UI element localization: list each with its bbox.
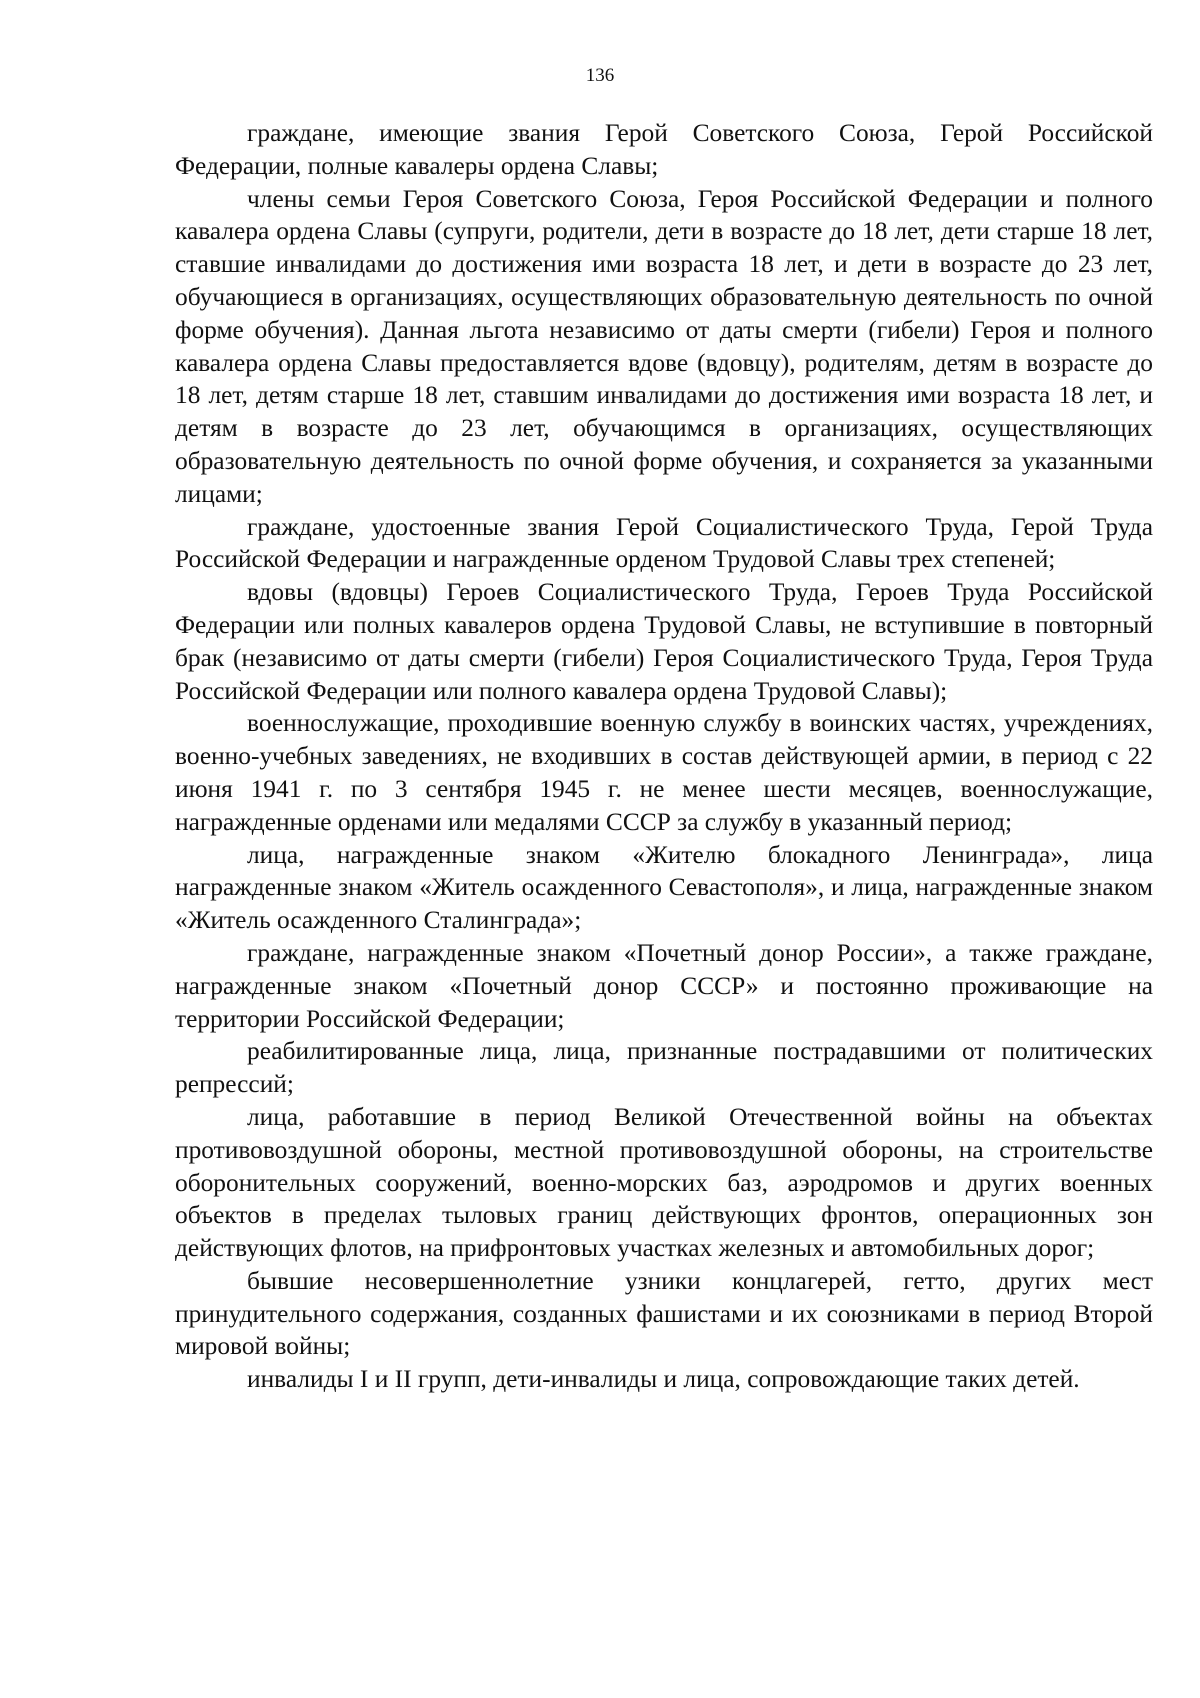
list-item: члены семьи Героя Советского Союза, Героя Российской Федерации и полного кавалера ордена Славы (супруги, родители, дети в возрасте до 18 лет, дети старше 18 лет, ставшие инвалидами до достижения ими возраста 18 лет, и дети в возрасте до 23 лет, обучающиеся в организациях, осуществляющих образовательную деятельность по очной форме обучения). Данная льгота независимо от даты смерти (гибели) Героя и полного кавалера ордена Славы предоставляется вдове (вдовцу), родителям, детям в возрасте до 18 лет, детям старше 18 лет, ставшим инвалидами до достижения ими возраста 18 лет, и детям в возрасте до 23 лет, обучающимся в организациях, осуществляющих образовательную деятельность по очной форме обучения, и сохраняется за указанными лицами;: [175, 184, 1153, 508]
list-item: граждане, имеющие звания Герой Советского Союза, Герой Российской Федерации, полные кавалеры ордена Славы;: [175, 119, 1153, 180]
list-item: лица, работавшие в период Великой Отечественной войны на объектах противовоздушной обороны, местной противовоздушной обороны, на строительстве оборонительных сооружений, военно-морских баз, аэродромов и других военных объектов в пределах тыловых границ действующих фронтов, операционных зон действующих флотов, на прифронтовых участках железных и автомобильных дорог;: [175, 1102, 1153, 1263]
list-item: лица, награжденные знаком «Жителю блокадного Ленинграда», лица награжденные знаком «Житель осажденного Севастополя», и лица, награжденные знаком «Житель осажденного Сталинграда»;: [175, 840, 1153, 935]
list-item: реабилитированные лица, лица, признанные пострадавшими от политических репрессий;: [175, 1037, 1153, 1099]
list-item: бывшие несовершеннолетние узники концлагерей, гетто, других мест принудительного содержания, созданных фашистами и их союзниками в период Второй мировой войны;: [175, 1266, 1153, 1361]
list-item: инвалиды I и II групп, дети-инвалиды и лица, сопровождающие таких детей.: [247, 1365, 1080, 1394]
document-body: [175, 117, 1153, 1396]
list-item: граждане, удостоенные звания Герой Социалистического Труда, Герой Труда Российской Федерации и награжденные орденом Трудовой Славы трех степеней;: [175, 512, 1153, 574]
page-number: 136: [585, 65, 615, 86]
list-item: военнослужащие, проходившие военную службу в воинских частях, учреждениях, военно-учебных заведениях, не входивших в состав действующей армии, в период с 22 июня 1941 г. по 3 сентября 1945 г. не менее шести месяцев, военнослужащие, награжденные орденами или медалями СССР за службу в указанный период;: [175, 709, 1153, 836]
list-item: граждане, награжденные знаком «Почетный донор России», а также граждане, награжденные знаком «Почетный донор СССР» и постоянно проживающие на территории Российской Федерации;: [175, 938, 1153, 1033]
list-item: вдовы (вдовцы) Героев Социалистического Труда, Героев Труда Российской Федерации или полных кавалеров ордена Трудовой Славы, не вступившие в повторный брак (независимо от даты смерти (гибели) Героя Социалистического Труда, Героя Труда Российской Федерации или полного кавалера ордена Трудовой Славы);: [175, 578, 1153, 705]
